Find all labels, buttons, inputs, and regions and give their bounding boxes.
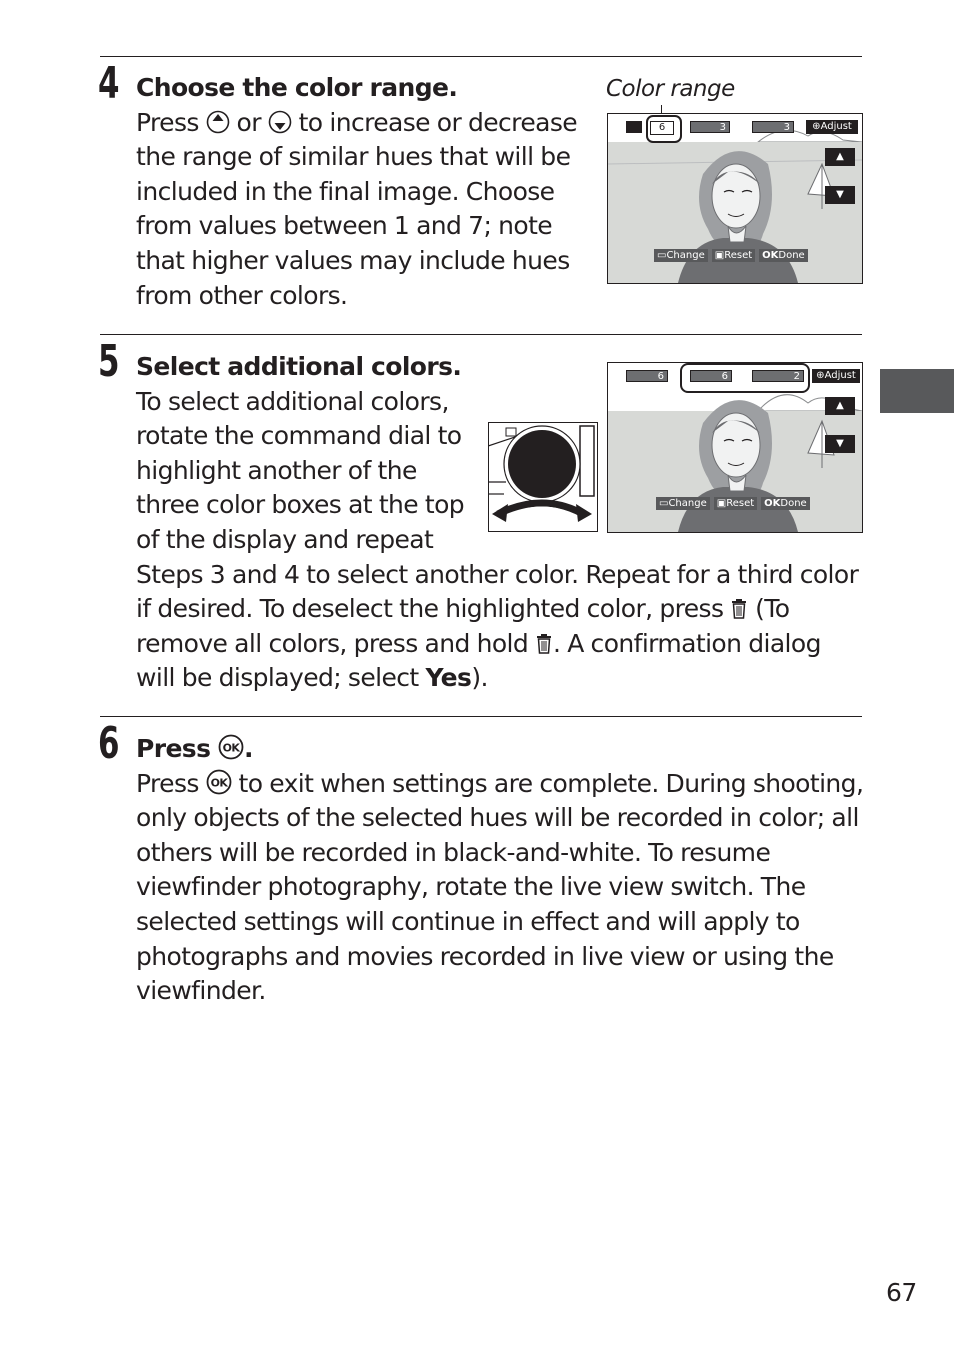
- multi-selector-down-icon: [268, 110, 292, 134]
- step-title: Press OK .: [136, 734, 253, 763]
- arrow-down-button: ▼: [825, 435, 855, 453]
- step-5-text: Select additional colors. To select additional colors, rotate the command dial to highlight another of the three color boxes at the top of the display and repeat Steps 3 and 4 to select another color. Repeat for a third color if desired. To deselect the highlighted color, press (To remove all colors, press and hold . A confirmation dialog will be displayed; select Yes).: [136, 352, 859, 693]
- page-number: 67: [886, 1278, 917, 1307]
- done-label: OKDone: [759, 249, 808, 262]
- arrow-up-button: ▲: [825, 148, 855, 166]
- color-box-1: 6: [626, 370, 668, 382]
- camera-screen-color-range: [607, 113, 863, 284]
- svg-text:OK: OK: [210, 776, 227, 790]
- step-number: 5: [98, 336, 118, 387]
- step-title: Select additional colors.: [136, 352, 462, 381]
- reset-label: ▣Reset: [712, 249, 755, 262]
- step-4-text: Choose the color range. Press or to increase or decrease the range of similar hues that will be included in the final image. Choose from values between 1 and 7; note that higher values may include hues from other colors.: [136, 73, 578, 310]
- section-divider: [100, 56, 862, 57]
- color-range-highlight-ring: [646, 115, 682, 143]
- ok-button-icon: [206, 769, 232, 795]
- color-box-2: 6: [690, 370, 732, 382]
- trash-icon: [730, 598, 748, 620]
- trash-icon: [535, 633, 553, 655]
- step-number: 4: [98, 58, 118, 109]
- change-label: ▭Change: [654, 249, 708, 262]
- step-6-text: Press OK . Press OK to exit when settings are complete. During shooting, only objects of the selected hues will be recorded in color; all others will be recorded in black-and-white. To resume viewfinder photography, rotate the live view switch. The selected settings will continue in effect and will apply to photographs and movies recorded in live view or using the viewfinder.: [136, 734, 864, 1006]
- color-box-1: [626, 121, 642, 133]
- done-label: OKDone: [761, 497, 810, 510]
- color-range-caption: Color range: [606, 76, 735, 102]
- color-box-1-value: 6: [650, 121, 674, 135]
- yes-option: Yes: [425, 663, 472, 693]
- arrow-up-button: ▲: [825, 397, 855, 415]
- screen-footer: [656, 497, 810, 510]
- arrow-down-button: ▼: [825, 186, 855, 204]
- adjust-label: ⊕Adjust: [812, 369, 860, 383]
- reset-label: ▣Reset: [714, 497, 757, 510]
- chapter-tab-marker: [880, 369, 954, 413]
- screen-footer: [654, 249, 808, 262]
- svg-text:OK: OK: [222, 741, 240, 755]
- multi-selector-up-icon: [206, 110, 230, 134]
- adjust-label: ⊕Adjust: [806, 120, 858, 134]
- color-box-3: 3: [752, 121, 794, 133]
- command-dial-icon: [488, 422, 598, 532]
- command-dial-illustration: [488, 422, 598, 532]
- section-divider: [100, 716, 862, 717]
- camera-screen-additional-colors: [607, 362, 863, 533]
- step-number: 6: [98, 718, 118, 769]
- color-box-3: 2: [752, 370, 804, 382]
- highlighted-boxes-ring: [680, 363, 810, 393]
- section-divider: [100, 334, 862, 335]
- step-title: Choose the color range.: [136, 73, 458, 102]
- color-box-2: 3: [690, 121, 730, 133]
- ok-button-icon: [218, 734, 244, 760]
- change-label: ▭Change: [656, 497, 710, 510]
